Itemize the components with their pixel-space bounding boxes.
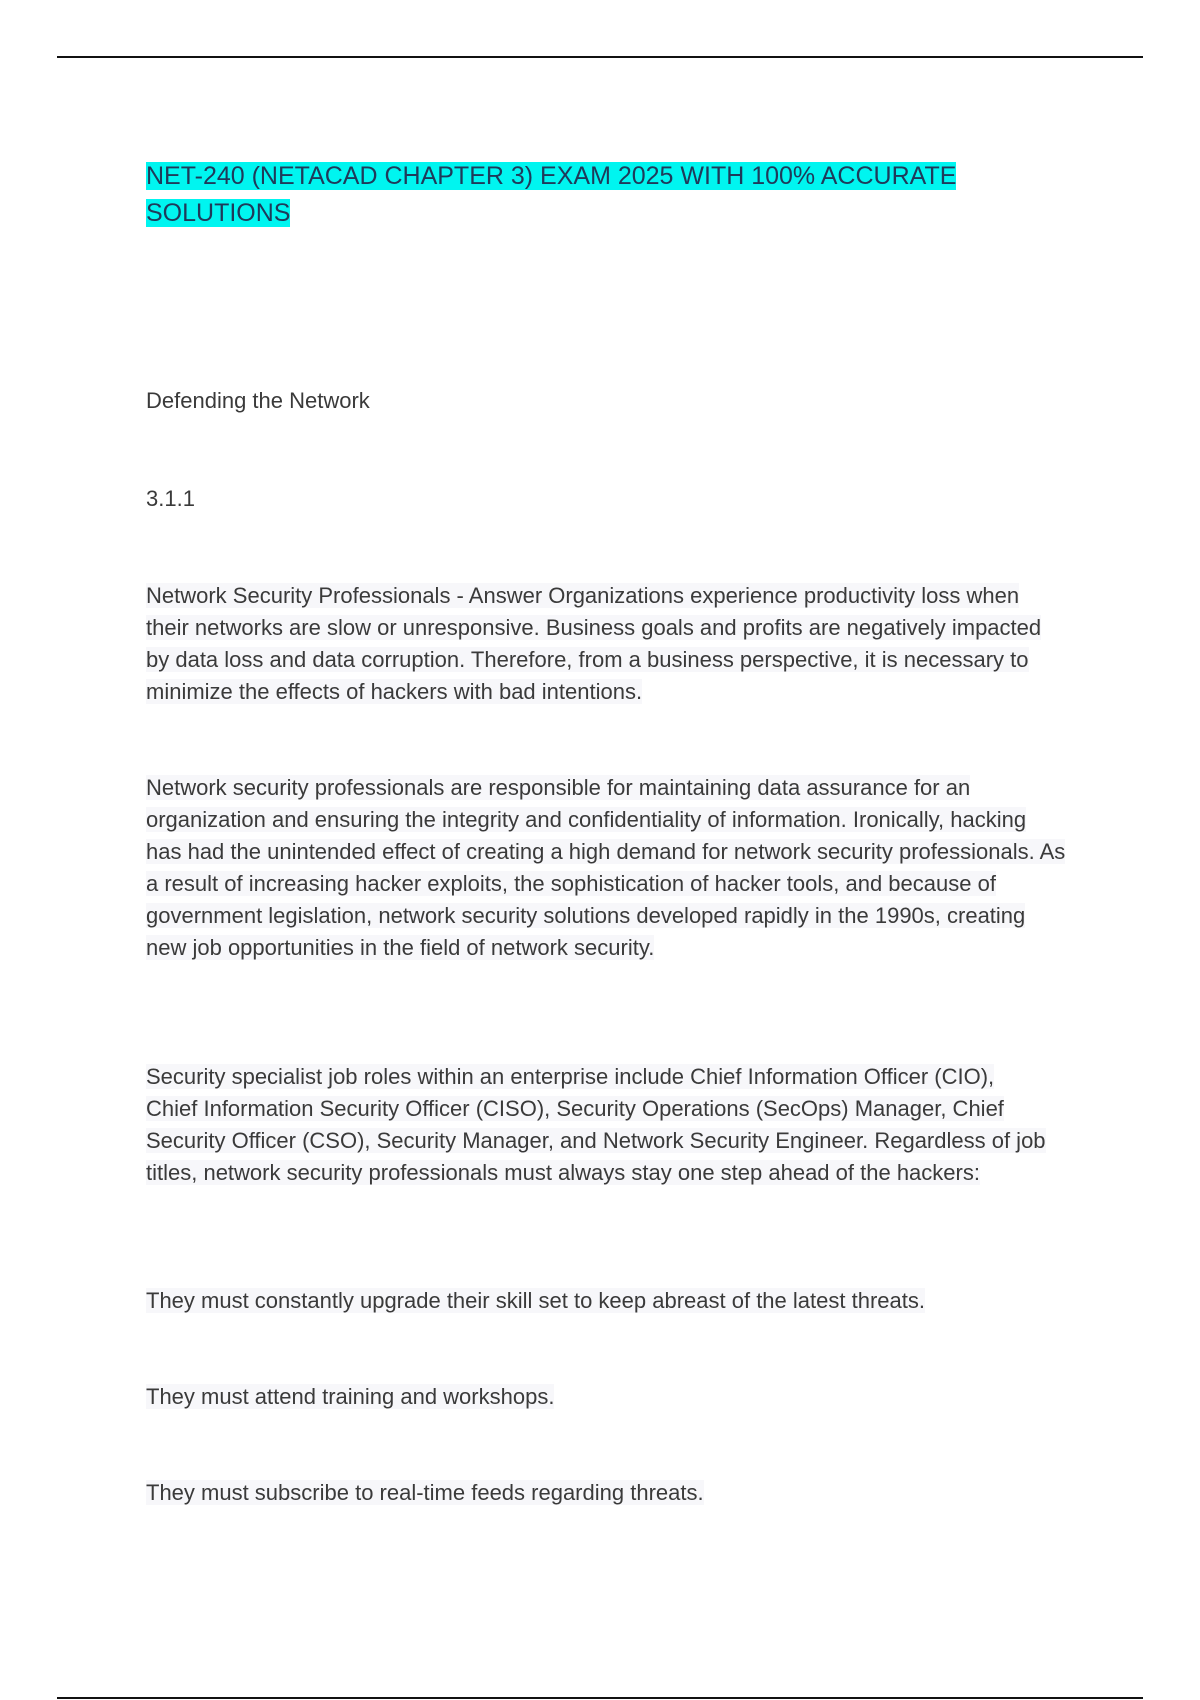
list-item-training: They must attend training and workshops.: [146, 1384, 555, 1409]
paragraph-network-security-professionals: Network Security Professionals - Answer Organizations experience productivity loss when their networks are slow or unresponsive. Business goals and profits are negatively impacted by data loss and data corruption. Therefore, from a business perspective, it is necessary to minimize the effects of hackers with bad intentions.: [146, 583, 1042, 704]
page-bottom-rule: [57, 1697, 1143, 1699]
paragraph-responsibilities: Network security professionals are responsible for maintaining data assurance for an organization and ensuring the integrity and confidentiality of information. Ironically, hacking has had the unintended effect of creating a high demand for network security professionals. As a result of increasing hacker exploits, the sophistication of hacker tools, and because of government legislation, network security solutions developed rapidly in the 1990s, creating new job opportunities in the field of network security.: [146, 775, 1066, 960]
list-item-upgrade-skills: They must constantly upgrade their skill set to keep abreast of the latest threats.: [146, 1288, 925, 1313]
page-top-rule: [57, 56, 1143, 58]
document-title-highlight: NET-240 (NETACAD CHAPTER 3) EXAM 2025 WITH 100% ACCURATE SOLUTIONS: [146, 162, 957, 227]
document-title: [146, 158, 1066, 232]
section-number: 3.1.1: [146, 486, 195, 511]
document-body: [146, 158, 1066, 232]
paragraph-job-roles: Security specialist job roles within an enterprise include Chief Information Officer (CIO), Chief Information Security Officer (CISO), Security Operations (SecOps) Manager, Chief Security Officer (CSO), Security Manager, and Network Security Engineer. Regardless of job titles, network security professionals must always stay one step ahead of the hackers:: [146, 1064, 1046, 1185]
list-item-threat-feeds: They must subscribe to real-time feeds regarding threats.: [146, 1480, 704, 1505]
section-heading: Defending the Network: [146, 388, 370, 413]
